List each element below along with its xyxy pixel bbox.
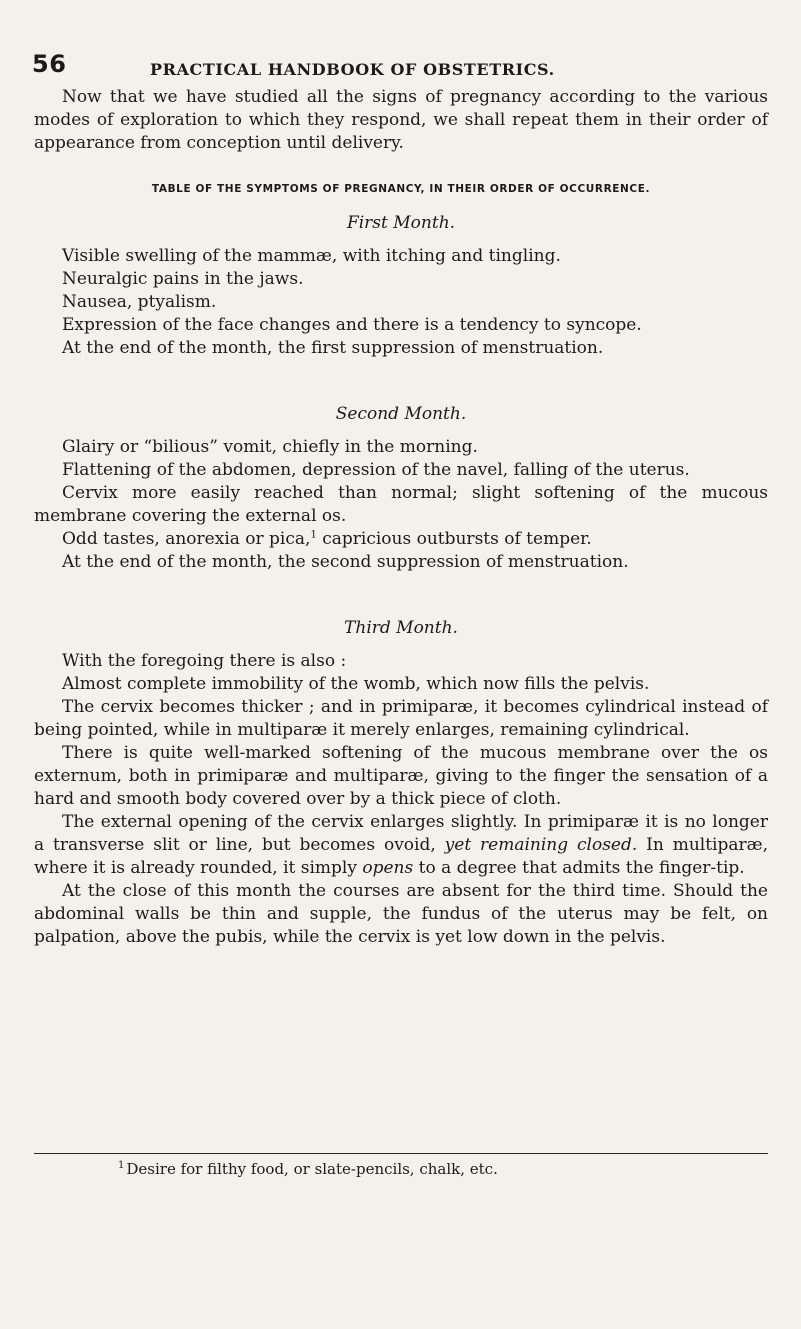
first-month-title: First Month. [346, 213, 456, 233]
footnote-number: 1 [118, 1160, 125, 1171]
third-month-item: Almost complete immobility of the womb, which now fills the pelvis. [62, 674, 650, 694]
second-month-item: Glairy or “bilious” vomit, chiefly in the morning. [62, 437, 478, 457]
first-month-item: At the end of the month, the first suppression of menstruation. [62, 338, 604, 358]
third-month-item: There is quite well-marked softening of the mucous membrane over the os externum, both in primiparæ and multiparæ, giving to the finger the sensation of a hard and smooth body covered over by a thick piece of cloth. [34, 743, 768, 809]
third-month-item: At the close of this month the courses are absent for the third time. Should the abdominal walls be thin and supple, the fundus of the uterus may be felt, on palpation, above the pubis, while the cervix is yet low down in the pelvis. [34, 881, 768, 947]
first-month-item: Nausea, ptyalism. [62, 292, 217, 312]
third-month-item: With the foregoing there is also : [62, 651, 347, 671]
second-month-item: Flattening of the abdomen, depression of the navel, falling of the uterus. [62, 460, 690, 480]
intro-paragraph: Now that we have studied all the signs of pregnancy according to the various modes of exploration to which they respond, we shall repeat them in their order of appearance from conception until delivery. [34, 87, 768, 153]
footnote-marker: 1 [310, 529, 317, 541]
running-head: PRACTICAL HANDBOOK OF OBSTETRICS. [150, 60, 555, 79]
second-month-title: Second Month. [335, 404, 467, 424]
third-month-item: The cervix becomes thicker ; and in primiparæ, it becomes cylindrical instead of being pointed, while in multiparæ it merely enlarges, remaining cylindrical. [34, 697, 768, 740]
temper-text: capricious outbursts of temper. [322, 529, 592, 549]
opening-emphasis-2: opens [362, 858, 414, 878]
second-month-item-pica [34, 528, 768, 551]
table-title: TABLE OF THE SYMPTOMS OF PREGNANCY, IN THEIR ORDER OF OCCURRENCE. [151, 183, 651, 195]
page-header [32, 50, 769, 80]
opening-mid: In multiparæ, where it is already rounded, it simply [34, 835, 769, 878]
footnote-text: Desire for filthy food, or slate-pencils, chalk, etc. [126, 1160, 498, 1178]
footnote [118, 1160, 498, 1179]
page-number: 56 [32, 50, 67, 78]
page-content [34, 86, 768, 949]
second-month-item: At the end of the month, the second suppression of menstruation. [62, 552, 629, 572]
pica-text: Odd tastes, anorexia or pica, [62, 529, 311, 549]
third-month-opening-item [34, 811, 768, 880]
opening-end: to a degree that admits the finger-tip. [418, 858, 745, 878]
first-month-item: Expression of the face changes and there is a tendency to syncope. [62, 315, 642, 335]
first-month-item: Visible swelling of the mammæ, with itching and tingling. [62, 246, 561, 266]
footnote-divider [34, 1153, 768, 1154]
third-month-title: Third Month. [344, 618, 458, 638]
opening-emphasis-1: yet remaining closed. [444, 835, 638, 855]
opening-start: The external opening of the cervix enlarges slightly. In primiparæ it is no longer a transverse slit or line, but becomes ovoid, [34, 812, 768, 855]
first-month-item: Neuralgic pains in the jaws. [62, 269, 304, 289]
second-month-item: Cervix more easily reached than normal; slight softening of the mucous membrane covering the external os. [34, 483, 768, 526]
